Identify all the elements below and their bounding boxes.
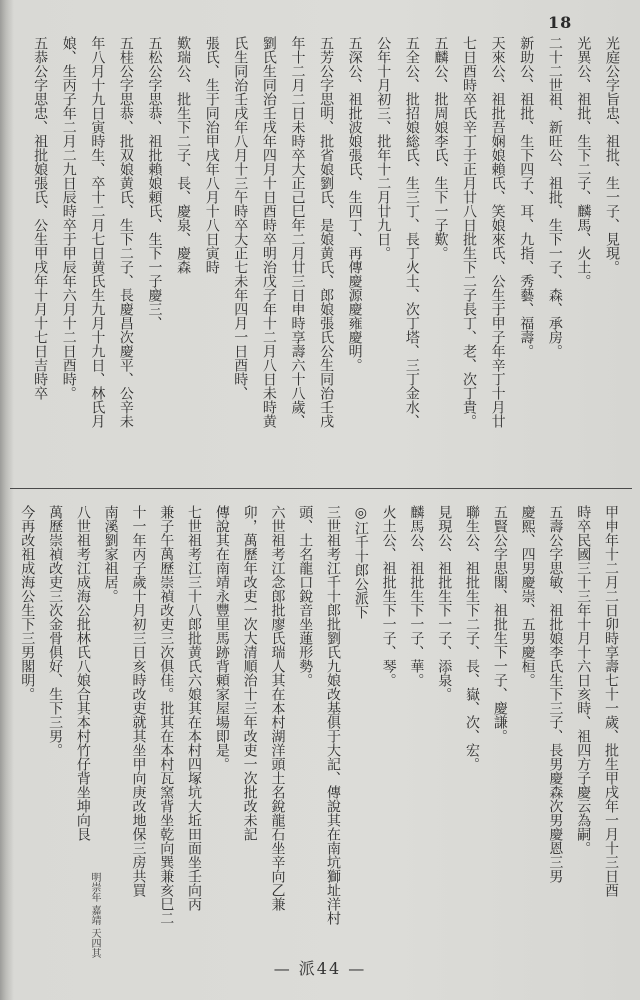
text-column: 十一年丙子歲十月初三日亥時改吏就其坐甲向庚改地保三房共買 — [130, 505, 147, 897]
text-column: 公年十月初三、批年十二月廿九日。 — [375, 36, 392, 260]
text-column: 五松公字思恭、祖批賴娘頼氏、生下一子慶三、 — [146, 36, 163, 330]
text-column: 兼子午萬歷崇禎改吏三次俱佳。批其在本村瓦窯背坐乾向巽兼亥巳二 — [158, 505, 175, 925]
page-marker: 18 — [548, 13, 573, 32]
text-column: 五麟公、批周娘李氏、生下一子歎。 — [432, 36, 449, 260]
text-column: 五深公、祖批波娘張氏、生四丁、再傳慶源慶雍慶明。 — [346, 36, 363, 372]
text-column: 慶熙、四男慶崇、五男慶桓。 — [519, 505, 536, 687]
text-column: 光異公、祖批、生下二子、麟馬、火土。 — [575, 36, 592, 288]
text-column: 七世祖考江三十八郎批黄氏六娘其在本村四塚坑大坵田面坐壬向丙 — [186, 505, 203, 911]
text-column: 卯，萬歷年改吏一次大清順治十三年改吏一次批改未記 — [241, 505, 258, 841]
text-column: 光庭公字旨忠、祖批、生一子、見現。 — [604, 36, 620, 274]
text-column: 五恭公字思忠、祖批娘張氏、公生甲戌年十月十七日吉時卒 — [32, 36, 49, 400]
page-number: — 派44 — — [273, 959, 367, 978]
text-column: 頭、土名龍口銳音坐蓮形勢。 — [297, 505, 314, 687]
text-column: 五賢公字思閣、祖批生下一子、慶謙。 — [491, 505, 508, 743]
section-heading: ◎江千十郎公派下 — [352, 505, 369, 619]
text-column: 聯生公、祖批生下二子、長、嶽、次、宏。 — [464, 505, 481, 771]
text-column: 五壽公字思敏、祖批娘李氏生下三子、長男慶森次男慶恩三男 — [547, 505, 564, 883]
text-column: 七日酉時卒氏辛丁于正月廿八日批生下二子長丁、老、次丁貴。 — [461, 36, 478, 428]
text-column: 傳說其在南靖永豐里馬跡背頼家屋場即是。 — [213, 505, 230, 771]
text-column: 新助公、祖批、生下四子、耳、九指、秀藝、福壽。 — [518, 36, 535, 358]
text-column: 劉氏生同治壬戌年四月十日酉時卒明治戊子年十二月八日未時黄 — [260, 36, 277, 428]
text-column: 六世祖考江念郎批廖氏瑞人其在本村湖洋頭土名銳龍石坐辛向乙兼 — [269, 505, 286, 911]
text-column: 三世祖考江千十郎批劉氏九娘改基俱于大記、傳說其在南坑獅址洋村 — [325, 505, 342, 925]
text-column: 年十二月二日未時卒大正己巳年二月廿三日申時享壽六十八歲、 — [289, 36, 306, 428]
text-column: 五芳公字思明、批省娘劉氏、是娘黄氏、郎娘張氏公生同治壬戌 — [318, 36, 335, 428]
text-column: 時卒民國三十三年十月十六日亥時、祖四方子慶云為嗣。 — [575, 505, 592, 855]
lower-text-block — [12, 505, 624, 959]
text-column: 今再改祖成海公生下三男閣明。 — [19, 505, 36, 701]
text-column: 年八月十九日寅時生、卒十二月七日黄氏生九月十九日、林氏月 — [89, 36, 106, 428]
text-column: 五全公、批招娘総氏、生三丁、長丁火土、次丁塔、三丁金水、 — [403, 36, 420, 428]
text-column: 萬歷崇禎改吏三次金骨俱好、生下三男。 — [47, 505, 64, 757]
text-column: 天來公、祖批吾娴娘賴氏、笑娘來氏、公生于甲子年辛丁十月廿 — [489, 36, 506, 428]
text-column: 南溪劉家祖居。 — [102, 505, 119, 603]
upper-text-block — [20, 36, 626, 484]
text-column: 二十二世祖、新旺公、祖批、生下一子、森、承房。 — [546, 36, 563, 358]
section-divider — [10, 488, 632, 489]
margin-annotation: 明崇年 嘉靖 天四其 — [89, 872, 100, 959]
text-column: 甲申年十二月二日卯時享壽七十一歲、批生甲戌年一月十三日酉 — [603, 505, 619, 897]
text-column: 娘、生丙子年二月二九日辰時卒于甲辰年六月十二日酉時。 — [60, 36, 77, 400]
text-column: 歎瑞公、批生下二子、長、慶泉、慶森 — [175, 36, 192, 274]
text-column: 麟馬公、祖批生下一子、華。 — [408, 505, 425, 687]
text-column: 氏生同治壬戌年八月十三午時卒大正七未年四月一日酉時、 — [232, 36, 249, 400]
text-column: 火土公、祖批生下一子、琴。 — [380, 505, 397, 687]
text-column: 五桂公字思恭、批双娘黄氏、生下二子、長慶昌次慶平、公辛未 — [117, 36, 134, 428]
text-column: 見現公、祖批生下一子、添泉。 — [436, 505, 453, 701]
text-column: 張氏、生于同治甲戌年八月十八日寅時 — [203, 36, 220, 274]
text-column: 八世祖考江成海公批林氏八娘合其本村竹仔背坐坤向艮 — [74, 505, 91, 841]
